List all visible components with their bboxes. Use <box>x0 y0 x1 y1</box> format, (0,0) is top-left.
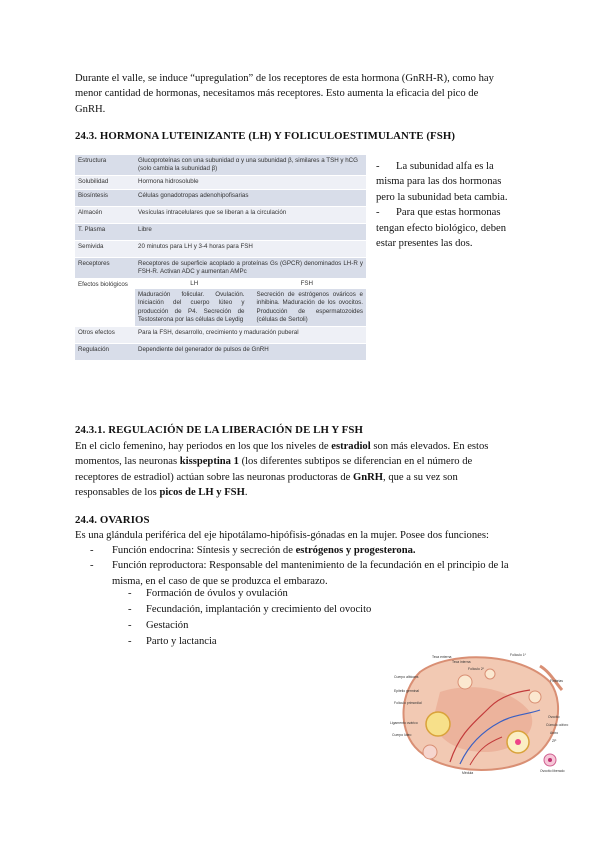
table-row <box>75 223 366 240</box>
effects-subheader <box>135 279 366 289</box>
side-note-line: pero la subunidad beta cambia. <box>376 191 508 203</box>
table-row <box>75 189 366 206</box>
table-cell-key: Solubilidad <box>75 176 135 189</box>
intro-line: Durante el valle, se induce “upregulation” de los receptores de esta hormona (GnRH-R), como hay <box>75 73 494 84</box>
table-cell-value: 20 minutos para LH y 3-4 horas para FSH <box>135 240 366 257</box>
figure-label: Ovocito liberado <box>540 769 565 773</box>
table-cell-key: Efectos biológicos <box>75 279 135 327</box>
section-heading-lh-fsh: 24.3. HORMONA LUTEINIZANTE (LH) Y FOLICULOESTIMULANTE (FSH) <box>75 130 456 142</box>
figure-label: Ovocito <box>548 715 560 719</box>
corpus-albicans <box>423 745 437 759</box>
table-cell-value: Dependiente del generador de pulsos de GnRH <box>135 344 366 361</box>
figure-label: Teca externa <box>432 655 452 659</box>
section-heading-regulation: 24.3.1. REGULACIÓN DE LA LIBERACIÓN DE LH Y FSH <box>75 424 363 436</box>
bold-term: estradiol <box>331 441 371 452</box>
figure-label: Antro <box>550 731 559 735</box>
ovaries-functions <box>90 543 530 589</box>
table-cell-key: Receptores <box>75 257 135 278</box>
figure-label: ZP <box>552 739 557 743</box>
table-cell-value: Receptores de superficie acoplado a proteínas Gs (GPCR) denominados LH-R y FSH-R. Activan ADC y aumentan AMPc <box>135 257 366 278</box>
table-cell-key: Almacén <box>75 206 135 223</box>
figure-label: Folículo 2º <box>468 667 484 671</box>
figure-label: Folículo primordial <box>394 701 422 705</box>
list-item: - Función endocrina: Síntesis y secreción de estrógenos y progesterona. <box>90 545 416 556</box>
hormone-table <box>75 155 366 361</box>
table-cell-key: Semivida <box>75 240 135 257</box>
figure-label: Médula <box>462 771 474 775</box>
intro-line: menor cantidad de hormonas, necesitamos más receptores. Esto aumenta la eficacia del pico de <box>75 88 479 100</box>
bold-term: kisspeptina 1 <box>179 456 239 468</box>
side-note: - Para que estas hormonas tengan efecto biológico, deben estar presentes las dos. <box>376 205 526 251</box>
table-cell-value: Para la FSH, desarrollo, crecimiento y maduración puberal <box>135 327 366 344</box>
effects-body <box>135 289 366 326</box>
side-notes <box>376 159 526 251</box>
follicle <box>458 675 472 689</box>
table-cell-value: Libre <box>135 223 366 240</box>
side-note: - La subunidad alfa es la misma para las dos hormonas pero la subunidad beta cambia. <box>376 159 526 205</box>
section-heading-ovaries: 24.4. OVARIOS <box>75 514 150 526</box>
effects-fsh-text: Secreción de estrógenos ováricos e inhibina. Maduración de los ovocitos. Producción de espermatozoides (células de Sertoli) <box>256 291 363 323</box>
intro-line: GnRH. <box>75 103 106 115</box>
table-row <box>75 344 366 361</box>
figure-label: Teca interna <box>452 660 471 664</box>
bold-term: GnRH <box>352 471 384 483</box>
list-item: - Gestación <box>128 620 189 631</box>
bold-term: estrógenos y progesterona. <box>295 545 416 556</box>
figure-label: Cúmulo oóforo <box>546 723 569 727</box>
side-note-line: tengan efecto biológico, deben <box>376 222 507 234</box>
corpus-luteum <box>426 712 450 736</box>
list-item: - Parto y lactancia <box>128 636 217 647</box>
table-cell-value: Células gonadotropas adenohipofisarias <box>135 189 366 206</box>
ovaries-intro: Es una glándula periférica del eje hipotálamo-hipófisis-gónadas en la mujer. Posee dos funciones: <box>75 530 489 541</box>
table-row <box>75 176 366 189</box>
table-cell-value: Hormona hidrosoluble <box>135 176 366 189</box>
side-note-line: La subunidad alfa es la <box>396 161 494 172</box>
list-item: - Fecundación, implantación y crecimiento del ovocito <box>128 604 372 615</box>
ovaries-subitems <box>128 586 488 650</box>
side-note-line: misma para las dos hormonas <box>376 176 502 188</box>
table-cell-key: Biosíntesis <box>75 189 135 206</box>
table-cell-value: Glucoproteínas con una subunidad α y una subunidad β, similares a TSH y hCG (solo cambia la subunidad β) <box>135 155 366 176</box>
follicle <box>529 691 541 703</box>
table-row <box>75 206 366 223</box>
list-item: - Formación de óvulos y ovulación <box>128 588 288 599</box>
table-row-effects <box>75 279 366 327</box>
table-cell-key: Regulación <box>75 344 135 361</box>
figure-label: Epitelio germinal <box>394 689 420 693</box>
table-cell-value: Vesículas intracelulares que se liberan a la circulación <box>135 206 366 223</box>
figure-label: Cuerpo lúteo <box>392 733 412 737</box>
table-cell-key: Estructura <box>75 155 135 176</box>
ovary-diagram <box>390 652 570 776</box>
oocyte <box>515 739 521 745</box>
figure-label: Fimbrias <box>550 679 563 683</box>
table-row <box>75 327 366 344</box>
table-row <box>75 257 366 278</box>
figure-label: Folículo 1º <box>510 653 526 657</box>
effects-lh-head: LH <box>190 280 199 288</box>
figure-label: Ligamento ovárico <box>390 721 418 725</box>
side-note-line: Para que estas hormonas <box>396 207 501 219</box>
figure-label: Cuerpo albicans <box>394 675 419 679</box>
table-cell-key: Otros efectos <box>75 327 135 344</box>
side-note-line: estar presentes las dos. <box>376 238 473 250</box>
regulation-paragraph: En el ciclo femenino, hay periodos en los que los niveles de estradiol son más elevados. En estos momentos, las neuronas kisspeptina 1 (los diferentes subtipos se diferencian en el número de receptores de estradiol) actúan sobre las neuronas productoras de GnRH, que a su vez son responsables de los picos de LH y FSH. <box>75 441 489 499</box>
table-row <box>75 155 366 176</box>
oocyte <box>548 758 552 762</box>
list-item: - Función reproductora: Responsable del mantenimiento de la fecundación en el principio de la misma, en el caso de que se produzca el embarazo. <box>90 560 509 587</box>
bold-term: picos de LH y FSH <box>159 487 245 499</box>
table-cell-effects <box>135 279 366 327</box>
intro-paragraph <box>75 71 530 117</box>
follicle <box>485 669 495 679</box>
effects-fsh-head: FSH <box>300 280 313 288</box>
effects-lh-text: Maduración folicular. Ovulación. Iniciación del cuerpo lúteo y producción de P4. Secreción de Testosterona por las células de Leydig <box>138 291 245 323</box>
table-row <box>75 240 366 257</box>
table-cell-key: T. Plasma <box>75 223 135 240</box>
